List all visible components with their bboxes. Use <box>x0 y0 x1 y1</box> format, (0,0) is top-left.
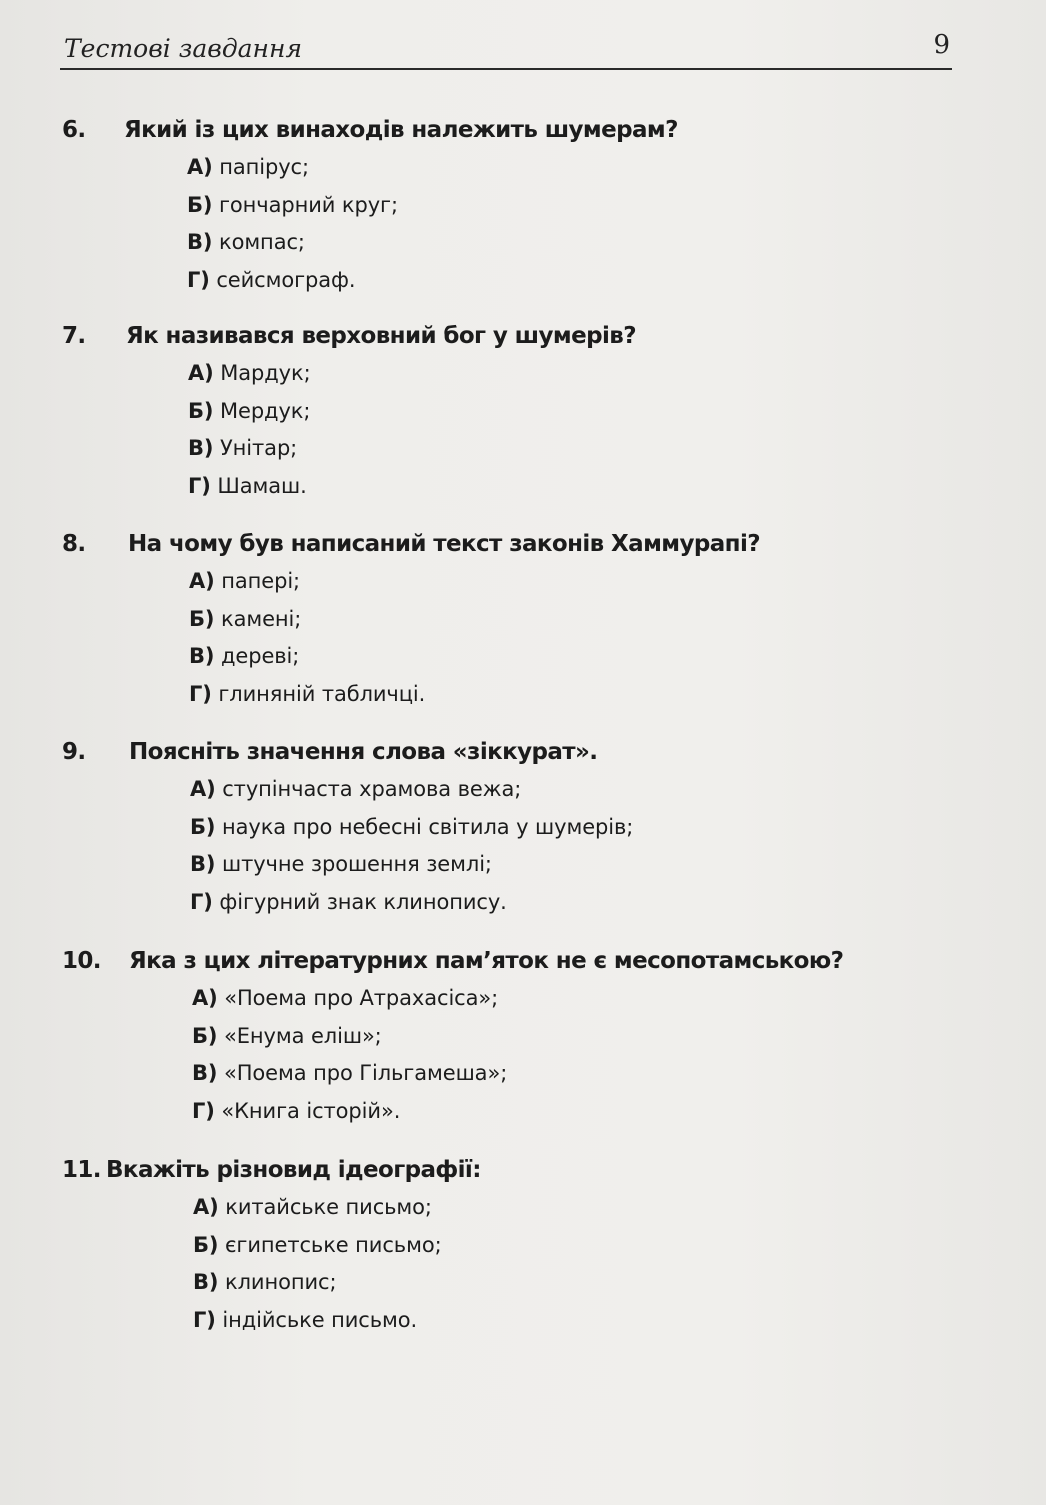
question-9 <box>62 733 962 921</box>
option-g: Г) індійське письмо. <box>193 1307 418 1332</box>
question-number: 8. <box>62 531 86 557</box>
option-a: А) папері; <box>189 569 301 593</box>
question-8 <box>62 525 962 713</box>
option-a: А) Мардук; <box>188 361 311 385</box>
option-a: А) ступінчаста храмова вежа; <box>190 777 522 801</box>
question-number: 7. <box>62 323 86 349</box>
question-7 <box>62 317 962 505</box>
question-text: Вкажіть різновид ідеографії: <box>106 1157 481 1183</box>
question-11 <box>62 1151 962 1339</box>
option-g: Г) Шамаш. <box>188 473 307 498</box>
option-b: Б) Мердук; <box>188 398 311 423</box>
option-v: В) клинопис; <box>193 1270 337 1294</box>
option-g: Г) глиняній табличці. <box>189 681 426 706</box>
option-b: Б) камені; <box>189 606 302 631</box>
option-v: В) дереві; <box>189 644 300 668</box>
question-text: Яка з цих літературних пам’яток не є месопотамською? <box>129 948 844 974</box>
page-number: 9 <box>933 30 950 60</box>
question-number: 9. <box>62 739 86 765</box>
header-title: Тестові завдання <box>64 34 303 63</box>
option-b: Б) «Енума еліш»; <box>192 1023 382 1048</box>
question-number: 6. <box>62 117 86 143</box>
page-header <box>60 30 952 70</box>
option-a: А) «Поема про Атрахасіса»; <box>192 986 499 1010</box>
question-number: 10. <box>62 948 101 974</box>
option-v: В) компас; <box>187 230 305 254</box>
question-text: Який із цих винаходів належить шумерам? <box>124 117 678 143</box>
option-g: Г) сейсмограф. <box>187 267 356 292</box>
option-g: Г) фігурний знак клинопису. <box>190 889 507 914</box>
option-b: Б) наука про небесні світила у шумерів; <box>190 814 634 839</box>
option-a: А) папірус; <box>187 155 309 179</box>
question-text: На чому був написаний текст законів Хаммурапі? <box>128 531 760 557</box>
option-a: А) китайське письмо; <box>193 1195 432 1219</box>
question-6 <box>62 111 962 299</box>
question-text: Як називався верховний бог у шумерів? <box>126 323 636 349</box>
option-v: В) штучне зрошення землі; <box>190 852 492 876</box>
question-text: Поясніть значення слова «зіккурат». <box>129 739 598 765</box>
option-b: Б) єгипетське письмо; <box>193 1232 442 1257</box>
question-10 <box>62 942 962 1130</box>
option-v: В) «Поема про Гільгамеша»; <box>192 1061 508 1085</box>
question-number: 11. <box>62 1157 101 1183</box>
option-b: Б) гончарний круг; <box>187 192 398 217</box>
option-v: В) Унітар; <box>188 436 298 460</box>
option-g: Г) «Книга історій». <box>192 1098 401 1123</box>
